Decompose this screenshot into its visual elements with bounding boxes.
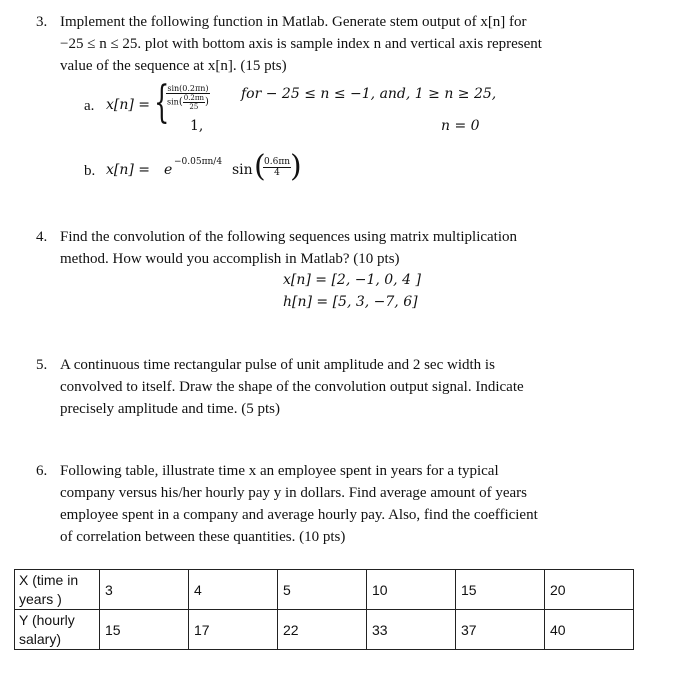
table-header-x-line-2: years ) bbox=[19, 590, 62, 607]
table-header-x-line-1: X (time in bbox=[19, 571, 79, 588]
q3b-frac-num: 0.6πn bbox=[264, 157, 291, 167]
table-cell: 40 bbox=[545, 610, 634, 650]
q4-equation-h: h[n] = [5, 3, −7, 6] bbox=[283, 294, 418, 310]
table-header-y-line-2: salary) bbox=[19, 630, 62, 647]
table-cell: 22 bbox=[278, 610, 367, 650]
table-row bbox=[15, 610, 634, 650]
q4-equation-x: x[n] = [2, −1, 0, 4 ] bbox=[283, 272, 421, 288]
q3a-numerator: sin(0.2πn) bbox=[167, 84, 209, 93]
q4-line-1: Find the convolution of the following sequences using matrix multiplication bbox=[60, 229, 518, 245]
table-header-y-line-1: Y (hourly bbox=[19, 611, 75, 628]
q5-number: 5. bbox=[36, 357, 48, 373]
q3b-right-paren: ) bbox=[290, 149, 302, 184]
q6-number: 6. bbox=[36, 463, 48, 479]
q3a-denominator: sin( $\frac{0.2\pi n}{25}$ ) bbox=[167, 94, 209, 111]
q4-line-2: method. How would you accomplish in Matlab? (10 pts) bbox=[60, 251, 400, 267]
table-cell: 17 bbox=[189, 610, 278, 650]
q3-line-3: value of the sequence at x[n]. (15 pts) bbox=[60, 58, 287, 74]
table-cell: 20 bbox=[545, 570, 634, 610]
q3a-den-sin: sin bbox=[167, 97, 179, 107]
q6-line-2: company versus his/her hourly pay y in dollars. Find average amount of years bbox=[60, 485, 527, 501]
table-cell: 15 bbox=[100, 610, 189, 650]
q4-number: 4. bbox=[36, 229, 48, 245]
table-header-x bbox=[15, 570, 100, 610]
q3b-label: b. bbox=[84, 163, 96, 179]
q3b-fraction bbox=[263, 157, 291, 178]
q3a-case1-fraction bbox=[166, 84, 210, 111]
q3-line-1: Implement the following function in Matlab. Generate stem output of x[n] for bbox=[60, 14, 527, 30]
table-row bbox=[15, 570, 634, 610]
q3b-sin: sin bbox=[232, 162, 253, 178]
q3b-e: e bbox=[164, 162, 173, 178]
q6-line-1: Following table, illustrate time x an employee spent in years for a typical bbox=[60, 463, 499, 479]
q3b-lhs: x[n] = bbox=[106, 162, 151, 178]
q3a-lhs: x[n] = bbox=[106, 97, 151, 113]
q5-line-1: A continuous time rectangular pulse of unit amplitude and 2 sec width is bbox=[60, 357, 495, 373]
piecewise-brace: { bbox=[154, 77, 170, 128]
q6-line-3: employee spent in a company and average hourly pay. Also, find the coefficient bbox=[60, 507, 538, 523]
q5-line-3: precisely amplitude and time. (5 pts) bbox=[60, 401, 280, 417]
q3b-exponent: −0.05πn/4 bbox=[174, 157, 223, 167]
q3a-label: a. bbox=[84, 98, 95, 114]
table-header-y bbox=[15, 610, 100, 650]
table-cell: 10 bbox=[367, 570, 456, 610]
q3a-case2-value: 1, bbox=[190, 118, 204, 134]
table-cell: 33 bbox=[367, 610, 456, 650]
q6-line-4: of correlation between these quantities. (10 pts) bbox=[60, 529, 346, 545]
table-cell: 37 bbox=[456, 610, 545, 650]
table-cell: 5 bbox=[278, 570, 367, 610]
q3a-case1-condition: for − 25 ≤ n ≤ −1, and, 1 ≥ n ≥ 25, bbox=[241, 86, 497, 102]
q3b-left-paren: ( bbox=[254, 149, 266, 184]
q3a-case2-condition: n = 0 bbox=[441, 118, 480, 134]
q3-line-2: −25 ≤ n ≤ 25. plot with bottom axis is sample index n and vertical axis represent bbox=[60, 36, 542, 52]
q3a-den-num: 0.2πn bbox=[183, 94, 204, 102]
table-cell: 15 bbox=[456, 570, 545, 610]
q3b-frac-den: 4 bbox=[274, 168, 280, 178]
q3-number: 3. bbox=[36, 14, 48, 30]
q5-line-2: convolved to itself. Draw the shape of the convolution output signal. Indicate bbox=[60, 379, 524, 395]
table-cell: 3 bbox=[100, 570, 189, 610]
q3a-den-den: 25 bbox=[189, 103, 199, 111]
data-table bbox=[14, 569, 634, 650]
table-cell: 4 bbox=[189, 570, 278, 610]
